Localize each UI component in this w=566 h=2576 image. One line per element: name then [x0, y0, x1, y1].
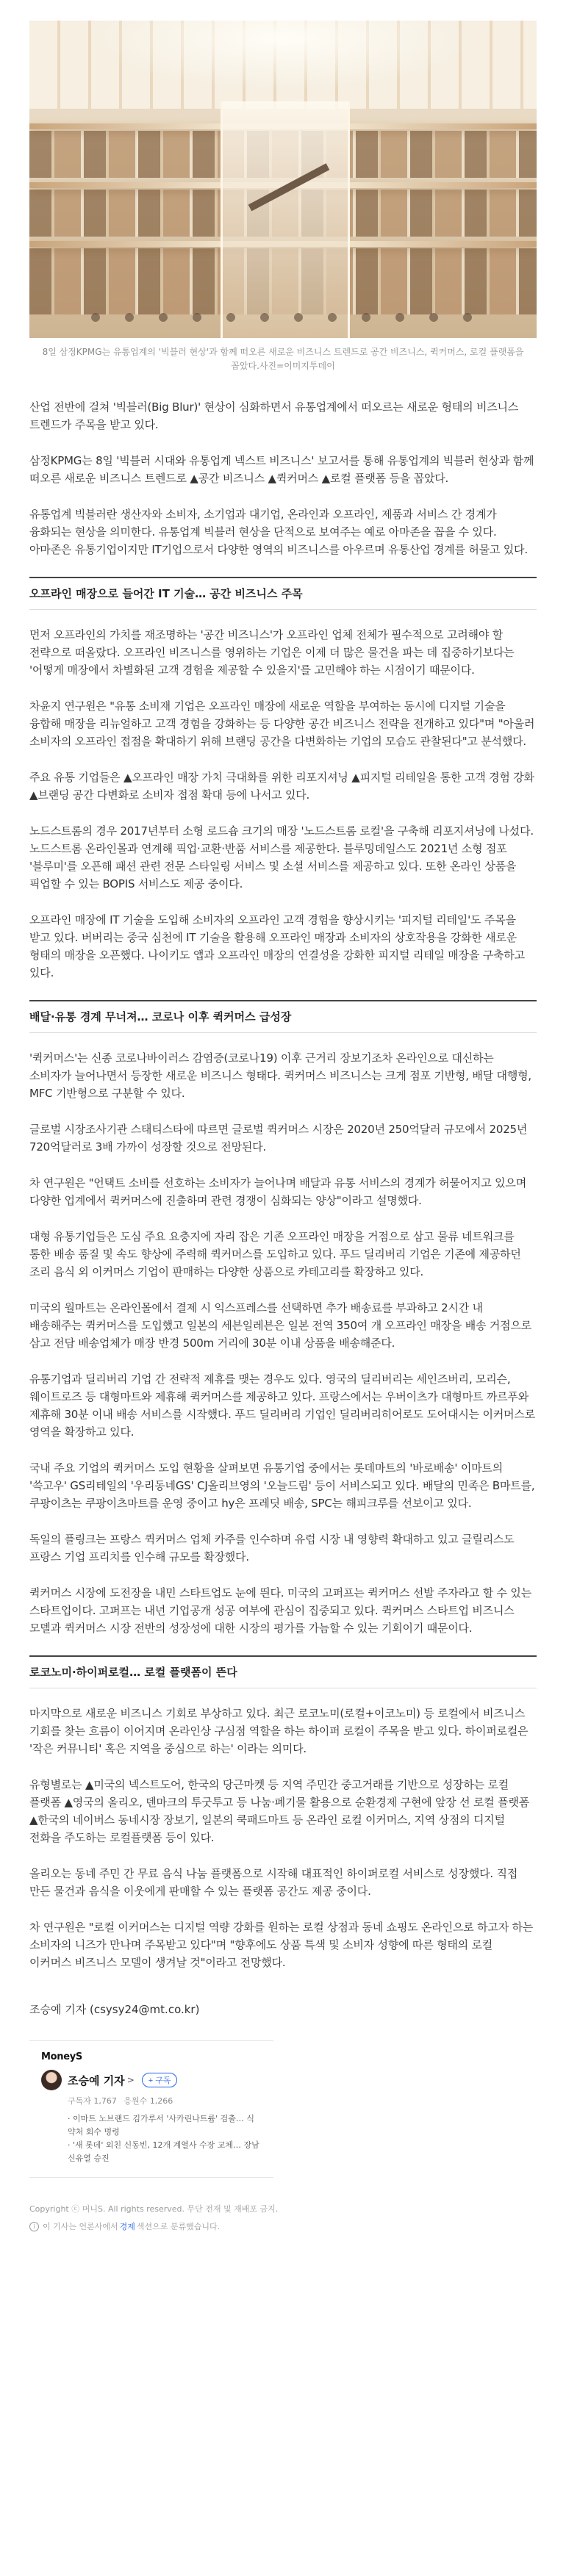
paragraph: 대형 유통기업들은 도심 주요 요충지에 자리 잡은 기존 오프라인 매장을 거점으로 삼고 물류 네트워크를 통한 배송 품질 및 속도 향상에 주력해 퀵커머스를 도입하고 있다. 푸드 딜리버리 기업은 기존에 제공하던 조리 음식 외 이커머스 기업이 판매하는 다양한 상품으로 카테고리를 확장하고 있다.	[29, 1230, 521, 1278]
paragraph: 오프라인 매장에 IT 기술을 도입해 소비자의 오프라인 고객 경험을 향상시키는 '피지털 리테일'도 주목을 받고 있다. 버버리는 중국 심천에 IT 기술을 활용해 오프라인 매장과 소비자의 상호작용을 강화한 새로운 형태의 매장을 오픈했다. 나이키도 앱과 오프라인 매장의 연결성을 강화한 피지털 리테일 매장을 구축하고 있다.	[29, 913, 525, 979]
paragraph: 퀵커머스 시장에 도전장을 내민 스타트업도 눈에 띈다. 미국의 고퍼프는 퀵커머스 선발 주자라고 할 수 있는 스타트업이다. 고퍼프는 내년 기업공개 성공 여부에 관심이 집중되고 있다. 퀵커머스 스타트업 비즈니스 모델과 퀵커머스 시장 전반의 성장성에 대한 시장의 평가를 가늠할 수 있는 기회이기 때문이다.	[29, 1586, 531, 1635]
subscriber-count: 구독자 1,767	[68, 2096, 117, 2106]
atrium	[221, 101, 350, 338]
section-heading: 배달·유통 경계 무너져… 코로나 이후 퀵커머스 급성장	[29, 1000, 537, 1033]
shoppers	[88, 310, 485, 325]
byline: 조승예 기자 (csysy24@mt.co.kr)	[29, 2003, 200, 2016]
hero-photo	[29, 21, 537, 338]
info-icon: i	[29, 2222, 39, 2231]
paragraph: 삼정KPMG는 8일 '빅블러 시대와 유통업계 넥스트 비즈니스' 보고서를 통해 유통업계의 빅블러 현상과 함께 떠오른 새로운 비즈니스 트렌드로 ▲공간 비즈니스 ▲퀵커머스 ▲로컬 플랫폼 등을 꼽았다.	[29, 454, 534, 485]
paragraph: 독일의 플링크는 프랑스 퀵커머스 업체 카주를 인수하며 유럽 시장 내 영향력 확대하고 있고 글릴리스도 프랑스 기업 프리치를 인수해 규모를 확장했다.	[29, 1533, 515, 1564]
copyright: Copyright ⓒ 머니S. All rights reserved. 무단 전재 및 재배포 금지.	[29, 2204, 279, 2214]
paragraph: 산업 전반에 걸쳐 '빅블러(Big Blur)' 현상이 심화하면서 유통업계에서 떠오르는 새로운 형태의 비즈니스 트렌드가 주목을 받고 있다.	[29, 400, 519, 431]
list-item[interactable]: · '새 롯데' 외친 신동빈, 12개 계열사 수장 교체… 장남 신유열 승진	[68, 2139, 262, 2165]
paragraph: 먼저 오프라인의 가치를 재조명하는 '공간 비즈니스'가 오프라인 업체 전체가 필수적으로 고려해야 할 전략으로 떠올랐다. 오프라인 비즈니스를 영위하는 기업은 이제 더 많은 물건을 파는 데 집중하기보다는 '어떻게 매장에서 차별화된 고객 경험을 제공할 수 있을지'를 고민해야 하는 시점이기 때문이다.	[29, 628, 515, 677]
avatar[interactable]	[41, 2070, 62, 2090]
list-item[interactable]: · 이마트 노브랜드 김가루서 '사카린나트륨' 검출… 식약처 회수 명령	[68, 2112, 262, 2139]
chevron-right-icon[interactable]: >	[126, 2075, 135, 2085]
reporter-row	[41, 2070, 262, 2090]
paragraph: 유통기업과 딜리버리 기업 간 전략적 제휴를 맺는 경우도 있다. 영국의 딜리버리는 세인즈버리, 모리슨, 웨이트로즈 등 대형마트와 제휴해 퀵커머스를 제공하고 있다. 프랑스에서는 우버이츠가 대형마트 까르푸와 제휴해 30분 이내 배송 서비스를 시작했다. 푸드 딜리버리 기업인 딜리버리히어로도 도어대시는 이커머스로 영역을 확장하고 있다.	[29, 1372, 535, 1439]
reporter-card	[29, 2040, 273, 2178]
paragraph: 글로벌 시장조사기관 스태티스타에 따르면 글로벌 퀵커머스 시장은 2020년 250억달러 규모에서 2025년 720억달러로 3배 가까이 성장할 것으로 전망된다.	[29, 1123, 528, 1154]
section-heading: 오프라인 매장으로 들어간 IT 기술… 공간 비즈니스 주목	[29, 577, 537, 610]
paragraph: 노드스트롬의 경우 2017년부터 소형 로드숍 크기의 매장 '노드스트롬 로컬'을 구축해 리포지셔닝에 나섰다. 노드스트롬 온라인몰과 연계해 픽업·교환·반품 서비스를 제공한다. 블루밍데일스도 2021년 소형 점포 '블루미'를 오픈해 패션 관련 전문 스타일링 서비스 및 소셜 서비스를 제공하고 있다. 또한 온라인 상품을 픽업할 수 있는 BOPIS 서비스도 제공 중이다.	[29, 824, 534, 891]
reporter-news-list	[68, 2112, 262, 2165]
note-prefix: 이 기사는 언론사에서	[43, 2222, 118, 2231]
note-suffix: 섹션으로 분류했습니다.	[136, 2222, 221, 2231]
paragraph: 차윤지 연구원은 "유통 소비재 기업은 오프라인 매장에 새로운 역할을 부여하는 동시에 디지털 기술을 융합해 매장을 리뉴얼하고 고객 경험을 강화하는 등 다양한 공간 비즈니스 전략을 전개하고 있다"며 "아울러 소비자의 오프라인 접점을 확대하기 위해 브랜딩 공간을 다변화하는 기업의 모습도 관찰된다"고 분석했다.	[29, 699, 535, 748]
paragraph: 차 연구원은 "언택트 소비를 선호하는 소비자가 늘어나며 배달과 유통 서비스의 경계가 허물어지고 있으며 다양한 업계에서 퀵커머스에 진출하며 관련 경쟁이 심화되는 양상"이라고 설명했다.	[29, 1176, 526, 1207]
classification-note	[29, 2220, 537, 2232]
paragraph: 유통업계 빅블러란 생산자와 소비자, 소기업과 대기업, 온라인과 오프라인, 제품과 서비스 간 경계가 융화되는 현상을 의미한다. 유통업계 빅블러 현상을 단적으로 보여주는 예로 아마존을 꼽을 수 있다. 아마존은 유통기업이지만 IT기업으로서 다양한 영역의 비즈니스를 아우르며 유통산업 경계를 허물고 있다.	[29, 508, 528, 556]
section-heading: 로코노미·하이퍼로컬… 로컬 플랫폼이 뜬다	[29, 1655, 537, 1688]
cheer-count: 응원수 1,266	[123, 2096, 173, 2106]
mall-ceiling	[29, 21, 537, 109]
paragraph: 국내 주요 기업의 퀵커머스 도입 현황을 살펴보면 유통기업 중에서는 롯데마트의 '바로배송' 이마트의 '쓱고우' GS리테일의 '우리동네GS' CJ올리브영의 '오늘드림' 등이 서비스되고 있다. 배달의 민족은 B마트를, 쿠팡이츠는 쿠팡이츠마트를 운영 중이고 hy은 프레딧 배송, SPC는 해피크루를 선보이고 있다.	[29, 1461, 535, 1510]
paragraph: 유형별로는 ▲미국의 넥스트도어, 한국의 당근마켓 등 지역 주민간 중고거래를 기반으로 성장하는 로컬 플랫폼 ▲영국의 올리오, 덴마크의 투굿투고 등 나눔·폐기물 활용으로 순환경제 구현에 앞장 선 로컬 플랫폼 ▲한국의 네이버스 동네시장 장보기, 일본의 쿡패드마트 등 온라인 로컬 이커머스, 지역 상점의 디지털 전화을 주도하는 로컬플랫폼 등이 있다.	[29, 1778, 530, 1844]
paragraph: '퀵커머스'는 신종 코로나바이러스 감염증(코로나19) 이후 근거리 장보기조차 온라인으로 대신하는 소비자가 늘어나면서 등장한 새로운 비즈니스 형태다. 퀵커머스 비즈니스는 크게 점포 기반형, 배달 대행형, MFC 기반형으로 구분할 수 있다.	[29, 1051, 531, 1100]
article-body	[29, 398, 537, 1971]
paragraph: 차 연구원은 "로컬 이커머스는 디지털 역량 강화를 원하는 로컬 상점과 동네 쇼핑도 온라인으로 하고자 하는 소비자의 니즈가 만나며 주목받고 있다"며 "향후에도 상품 특색 및 소비자 성향에 따른 형태의 로컬 이커머스 비즈니스 모델이 생겨날 것"이라고 전망했다.	[29, 1921, 534, 1969]
paragraph: 마지막으로 새로운 비즈니스 기회로 부상하고 있다. 최근 로코노미(로컬+이코노미) 등 로컬에서 비즈니스 기회를 찾는 흐름이 이어지며 온라인상 구심점 역할을 하는 하이퍼 로컬이 주목을 받고 있다. 하이퍼로컬은 '작은 커뮤니티' 혹은 지역을 중심으로 하는' 이라는 의미다.	[29, 1707, 529, 1755]
press-logo[interactable]: MoneyS	[41, 2051, 82, 2062]
reporter-stats	[68, 2095, 262, 2107]
reporter-name[interactable]: 조승예 기자	[68, 2073, 125, 2087]
paragraph: 올리오는 동네 주민 간 무료 음식 나눔 플랫폼으로 시작해 대표적인 하이퍼로컬 서비스로 성장했다. 직접 만든 물건과 음식을 이웃에게 판매할 수 있는 플랫폼 공간도 제공 중이다.	[29, 1867, 518, 1898]
article	[29, 0, 537, 2232]
paragraph: 미국의 월마트는 온라인몰에서 결제 시 익스프레스를 선택하면 추가 배송료를 부과하고 2시간 내 배송해주는 퀵커머스를 도입했고 일본의 세븐일레븐은 일본 전역 350여 개 오프라인 매장을 배송 거점으로 삼고 전담 배송업체가 매장 반경 500m 거리에 30분 이내 상품을 배송해준다.	[29, 1301, 532, 1350]
follow-button[interactable]: + 구독	[142, 2073, 178, 2087]
paragraph: 주요 유통 기업들은 ▲오프라인 매장 가치 극대화를 위한 리포지셔닝 ▲피지털 리테일을 통한 고객 경험 강화 ▲브랜딩 공간 다변화로 소비자 접점 확대 등에 나서고 있다.	[29, 771, 534, 802]
photo-caption: 8일 삼정KPMG는 유통업계의 '빅블러 현상'과 함께 떠오른 새로운 비즈니스 트렌드로 공간 비즈니스, 퀵커머스, 로컬 플랫폼을 꼽았다.사진=이미지투데이	[42, 347, 524, 371]
section-link[interactable]: 경제	[119, 2222, 135, 2231]
